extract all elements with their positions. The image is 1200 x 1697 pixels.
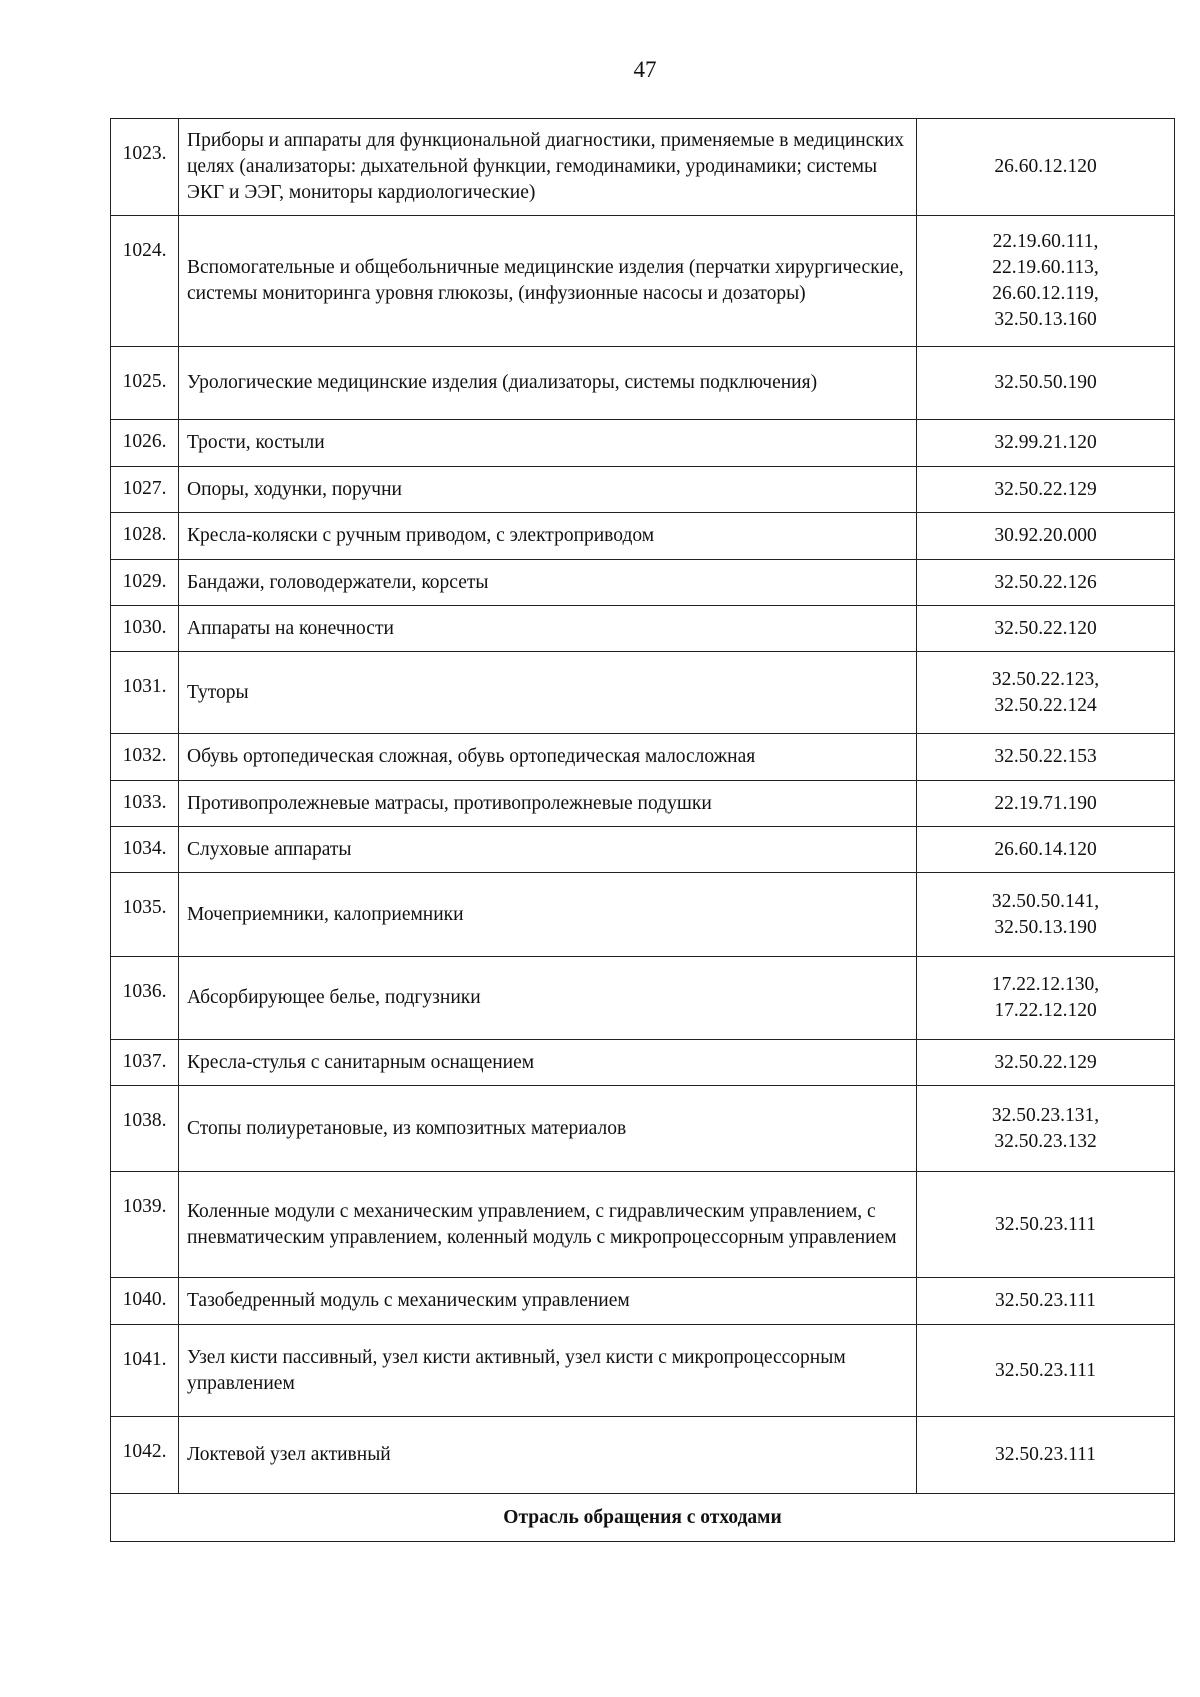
okpd2-codes [917, 1172, 1175, 1278]
table-row [111, 420, 1175, 467]
table-row [111, 781, 1175, 827]
item-description: Стопы полиуретановые, из композитных материалов [179, 1086, 917, 1172]
code-value: 32.50.22.129 [994, 478, 1097, 500]
row-number: 1028. [111, 513, 179, 560]
item-description: Абсорбирующее белье, подгузники [179, 957, 917, 1040]
table-row [111, 1040, 1175, 1086]
table-row [111, 1172, 1175, 1278]
item-description: Кресла-стулья с санитарным оснащением [179, 1040, 917, 1086]
item-description: Мочеприемники, калоприемники [179, 873, 917, 957]
code-value: 32.50.13.160 [994, 309, 1097, 330]
item-description: Узел кисти пассивный, узел кисти активный, узел кисти с микропроцессорным управлением [179, 1325, 917, 1417]
table-row [111, 216, 1175, 347]
table-row [111, 347, 1175, 420]
item-description: Аппараты на конечности [179, 606, 917, 652]
code-value: 32.50.23.111 [995, 1290, 1096, 1311]
item-description: Бандажи, головодержатели, корсеты [179, 560, 917, 606]
code-value: 32.50.22.126 [994, 571, 1097, 593]
code-value: 22.19.60.113, [992, 257, 1099, 278]
okpd2-codes [917, 873, 1175, 957]
code-value: 30.92.20.000 [994, 525, 1097, 546]
table-row [111, 734, 1175, 781]
code-value: 32.50.23.111 [995, 1359, 1096, 1381]
code-value: 32.50.23.132 [994, 1130, 1097, 1152]
item-description: Кресла-коляски с ручным приводом, с электроприводом [179, 513, 917, 560]
code-value: 26.60.12.120 [994, 156, 1097, 177]
code-value: 22.19.60.111, [992, 231, 1099, 252]
code-value: 26.60.14.120 [994, 838, 1097, 860]
item-description: Приборы и аппараты для функциональной диагностики, применяемые в медицинских целях (анализаторы: дыхательной функции, гемодинамики, уродинамики; системы ЭКГ и ЭЭГ, мониторы кардиологические) [179, 119, 917, 216]
row-number: 1037. [111, 1040, 179, 1086]
row-number: 1033. [111, 781, 179, 827]
code-value: 32.50.23.131, [991, 1104, 1100, 1126]
row-number: 1026. [111, 420, 179, 467]
registry-table [110, 118, 1175, 1542]
code-value: 32.50.22.129 [994, 1051, 1097, 1073]
table-row [111, 119, 1175, 216]
table-row [111, 957, 1175, 1040]
table-row [111, 513, 1175, 560]
item-description: Коленные модули с механическим управлением, с гидравлическим управлением, с пневматическим управлением, коленный модуль с микропроцессорным управлением [179, 1172, 917, 1278]
okpd2-codes [917, 1325, 1175, 1417]
row-number: 1025. [111, 347, 179, 420]
row-number: 1030. [111, 606, 179, 652]
code-value: 32.50.22.124 [994, 694, 1097, 716]
code-value: 26.60.12.119, [992, 283, 1099, 304]
table-row [111, 1086, 1175, 1172]
okpd2-codes [917, 957, 1175, 1040]
code-value: 32.50.22.123, [991, 668, 1100, 690]
okpd2-codes [917, 1040, 1175, 1086]
item-description: Туторы [179, 652, 917, 734]
table-row [111, 873, 1175, 957]
row-number: 1031. [111, 652, 179, 734]
okpd2-codes [917, 606, 1175, 652]
okpd2-codes [917, 1278, 1175, 1325]
okpd2-codes [917, 347, 1175, 420]
row-number: 1040. [111, 1278, 179, 1325]
code-value: 32.99.21.120 [994, 432, 1097, 453]
section-row [111, 1494, 1175, 1542]
item-description: Тазобедренный модуль с механическим управлением [179, 1278, 917, 1325]
okpd2-codes [917, 216, 1175, 347]
code-value: 32.50.23.111 [995, 1444, 1096, 1465]
section-heading: Отрасль обращения с отходами [111, 1494, 1175, 1542]
code-value: 22.19.71.190 [994, 792, 1097, 814]
table-row [111, 652, 1175, 734]
row-number: 1034. [111, 827, 179, 873]
item-description: Противопролежневые матрасы, противопролежневые подушки [179, 781, 917, 827]
row-number: 1035. [111, 873, 179, 957]
row-number: 1029. [111, 560, 179, 606]
okpd2-codes [917, 781, 1175, 827]
item-description: Локтевой узел активный [179, 1417, 917, 1494]
item-description: Слуховые аппараты [179, 827, 917, 873]
table-row [111, 1325, 1175, 1417]
item-description: Урологические медицинские изделия (диализаторы, системы подключения) [179, 347, 917, 420]
table-row [111, 560, 1175, 606]
item-description: Вспомогательные и общебольничные медицинские изделия (перчатки хирургические, системы мониторинга уровня глюкозы, (инфузионные насосы и дозаторы) [179, 216, 917, 347]
table-row [111, 1417, 1175, 1494]
row-number: 1042. [111, 1417, 179, 1494]
table-row [111, 606, 1175, 652]
row-number: 1041. [111, 1325, 179, 1417]
okpd2-codes [917, 1417, 1175, 1494]
row-number: 1039. [111, 1172, 179, 1278]
code-value: 32.50.23.111 [995, 1213, 1096, 1235]
row-number: 1036. [111, 957, 179, 1040]
table-row [111, 1278, 1175, 1325]
code-value: 32.50.13.190 [994, 916, 1097, 938]
table-row [111, 827, 1175, 873]
code-value: 32.50.22.120 [994, 617, 1097, 639]
okpd2-codes [917, 513, 1175, 560]
okpd2-codes [917, 119, 1175, 216]
row-number: 1023. [111, 119, 179, 216]
okpd2-codes [917, 652, 1175, 734]
table-body [111, 119, 1175, 1494]
table-row [111, 467, 1175, 513]
okpd2-codes [917, 420, 1175, 467]
item-description: Опоры, ходунки, поручни [179, 467, 917, 513]
row-number: 1032. [111, 734, 179, 781]
okpd2-codes [917, 827, 1175, 873]
row-number: 1024. [111, 216, 179, 347]
code-value: 32.50.50.190 [994, 372, 1097, 393]
okpd2-codes [917, 734, 1175, 781]
code-value: 32.50.50.141, [991, 890, 1100, 912]
code-value: 17.22.12.120 [994, 1000, 1097, 1021]
okpd2-codes [917, 560, 1175, 606]
code-value: 32.50.22.153 [994, 746, 1097, 767]
item-description: Обувь ортопедическая сложная, обувь ортопедическая малосложная [179, 734, 917, 781]
code-value: 17.22.12.130, [991, 974, 1100, 995]
item-description: Трости, костыли [179, 420, 917, 467]
okpd2-codes [917, 1086, 1175, 1172]
row-number: 1038. [111, 1086, 179, 1172]
row-number: 1027. [111, 467, 179, 513]
okpd2-codes [917, 467, 1175, 513]
page-number: 47 [633, 57, 657, 82]
